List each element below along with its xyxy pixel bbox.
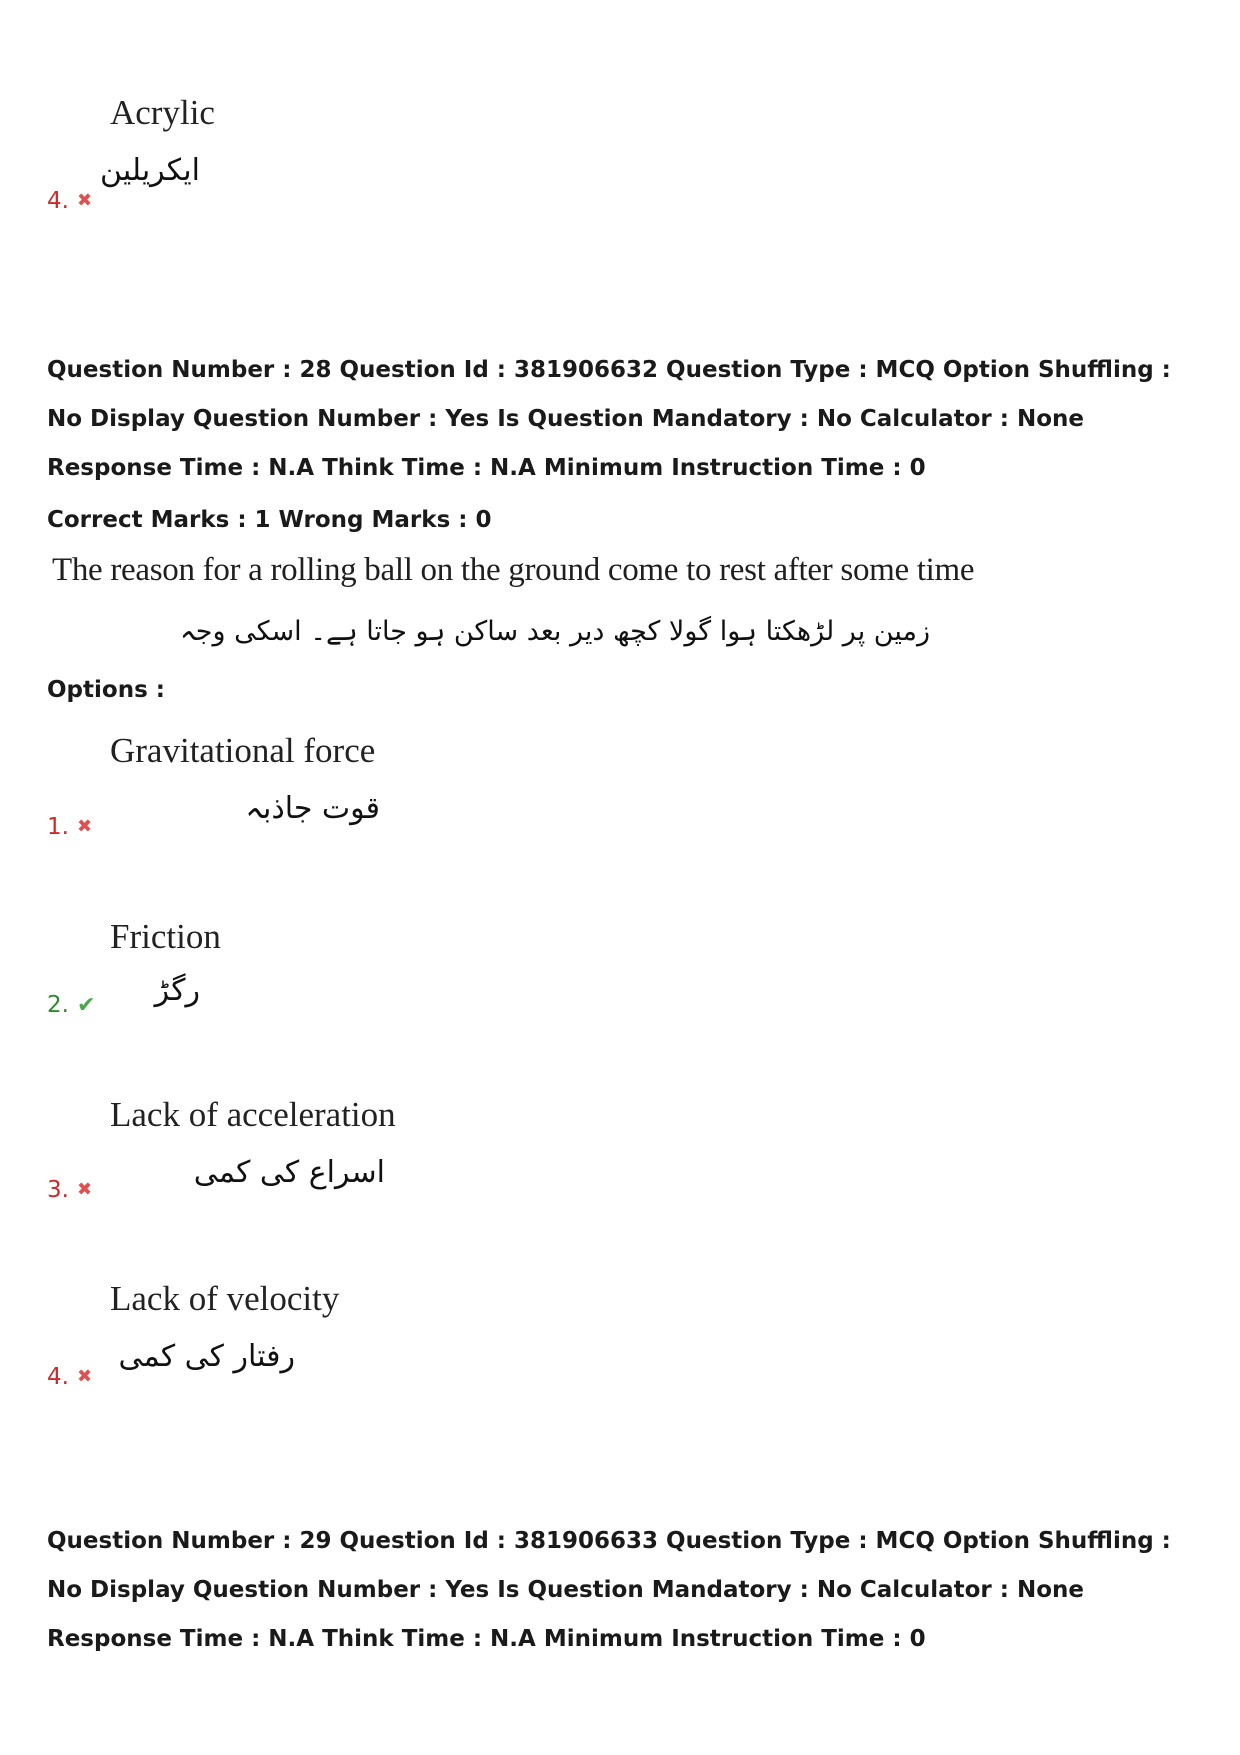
- cross-icon: ✖: [76, 1179, 93, 1200]
- option-number: 1.: [47, 814, 69, 840]
- option-4-text-ur: رفتار کی کمی: [118, 1339, 295, 1374]
- question-28-text-ur: زمین پر لڑھکتا ہوا گولا کچھ دیر بعد ساکن ہو جاتا ہے۔ اسکی وجہ: [179, 616, 930, 647]
- option-number: 2.: [47, 992, 69, 1018]
- question-28-text-en: The reason for a rolling ball on the ground come to rest after some time: [52, 552, 975, 588]
- option-4-marker: [47, 1362, 92, 1392]
- question-28-marks: Correct Marks : 1 Wrong Marks : 0: [47, 507, 492, 533]
- prev-option-4-text-ur: ایکریلین: [100, 153, 200, 188]
- option-3-text-ur: اسراع کی کمی: [193, 1155, 385, 1190]
- options-label: Options :: [47, 677, 165, 703]
- option-4-text-en: Lack of velocity: [110, 1279, 340, 1318]
- cross-icon: ✖: [76, 190, 93, 211]
- cross-icon: ✖: [76, 816, 93, 837]
- option-2-text-ur: رگڑ: [154, 973, 200, 1008]
- option-3-text-en: Lack of acceleration: [110, 1095, 396, 1134]
- prev-option-4-text-en: Acrylic: [110, 93, 215, 132]
- option-1-text-ur: قوت جاذبہ: [245, 791, 380, 826]
- prev-option-4-marker: [47, 186, 92, 216]
- option-1-text-en: Gravitational force: [110, 731, 376, 770]
- check-icon: ✔: [76, 993, 96, 1018]
- option-number: 4.: [47, 188, 69, 214]
- question-29-meta: Question Number : 29 Question Id : 381906633 Question Type : MCQ Option Shuffling : No Display Question Number : Yes Is Question Mandatory : No Calculator : None Response Time : N.A Think Time : N.A Minimum Instruction Time : 0: [47, 1528, 1171, 1652]
- option-1-marker: [47, 812, 92, 842]
- option-2-marker: [47, 990, 95, 1021]
- option-2-text-en: Friction: [110, 917, 221, 956]
- option-3-marker: [47, 1175, 92, 1205]
- cross-icon: ✖: [76, 1366, 93, 1387]
- option-number: 4.: [47, 1364, 69, 1390]
- option-number: 3.: [47, 1177, 69, 1203]
- question-28-meta: Question Number : 28 Question Id : 381906632 Question Type : MCQ Option Shuffling : No Display Question Number : Yes Is Question Mandatory : No Calculator : None Response Time : N.A Think Time : N.A Minimum Instruction Time : 0: [47, 357, 1171, 481]
